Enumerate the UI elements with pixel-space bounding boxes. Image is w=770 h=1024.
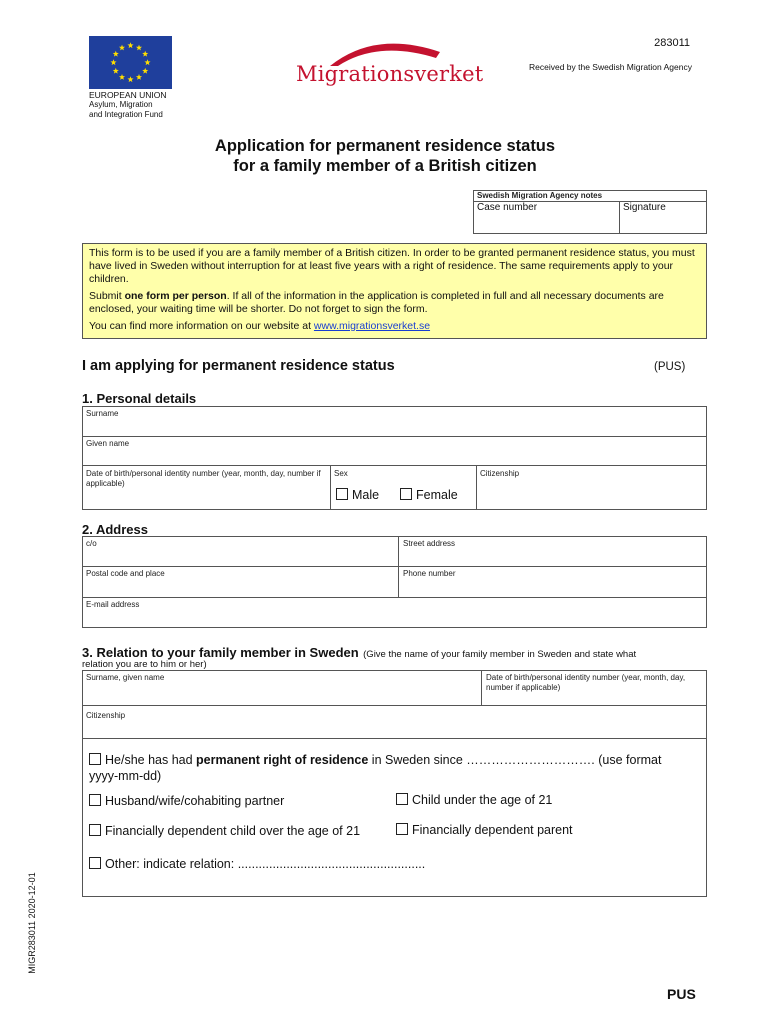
male-checkbox-box[interactable] xyxy=(336,488,348,500)
child-checkbox[interactable]: Child under the age of 21 xyxy=(396,793,552,807)
sex-label: Sex xyxy=(334,469,348,478)
page-title xyxy=(0,136,770,176)
personal-table xyxy=(82,406,707,510)
permanent-right-checkbox[interactable]: He/she has had permanent right of residence in Sweden since …………………………. (use format yyyy-mm-dd) xyxy=(89,753,662,783)
partner-checkbox[interactable]: Husband/wife/cohabiting partner xyxy=(89,794,284,808)
eu-flag-svg xyxy=(89,36,172,89)
phone-field[interactable]: Phone number xyxy=(403,569,456,578)
postal-code-field[interactable]: Postal code and place xyxy=(86,569,165,578)
relation-note-a: (Give the name of your family member in Sweden and state what xyxy=(363,649,637,660)
given-name-field[interactable]: Given name xyxy=(86,439,130,448)
female-checkbox-box[interactable] xyxy=(400,488,412,500)
applying-code: (PUS) xyxy=(654,361,686,373)
male-checkbox[interactable]: Male xyxy=(336,488,379,502)
child-checkbox-box[interactable] xyxy=(396,793,408,805)
eu-line3: and Integration Fund xyxy=(89,110,163,119)
eu-line1: EUROPEAN UNION xyxy=(89,90,167,100)
eu-flag xyxy=(89,36,172,89)
dependent-parent-checkbox[interactable]: Financially dependent parent xyxy=(396,823,573,837)
info-para2: Submit one form per person. If all of the information in the application is completed in full and all necessary documents are enclosed, your waiting time will be shorter. Do not forget to sign the form. xyxy=(89,290,664,315)
agency-logo xyxy=(290,36,484,92)
info-para3: You can find more information on our website at www.migrationsverket.se xyxy=(89,320,431,332)
agency-logo-text: Migrationsverket xyxy=(296,62,484,86)
section-relation-heading: 3. Relation to your family member in Sweden xyxy=(82,645,359,660)
co-field[interactable]: c/o xyxy=(86,539,97,548)
dependent-child-checkbox-box[interactable] xyxy=(89,824,101,836)
eu-label xyxy=(89,90,166,120)
pus-footer-label: PUS xyxy=(667,986,696,1002)
relation-note-b: relation you are to him or her) xyxy=(82,659,207,670)
website-link[interactable]: www.migrationsverket.se xyxy=(313,320,431,332)
section-personal-heading: 1. Personal details xyxy=(82,391,197,406)
agency-notes-heading: Swedish Migration Agency notes xyxy=(477,191,603,200)
title-line1: Application for permanent residence status xyxy=(214,137,556,155)
relation-citizenship-field[interactable]: Citizenship xyxy=(86,711,126,720)
permanent-right-checkbox-box[interactable] xyxy=(89,753,101,765)
address-table xyxy=(82,536,707,628)
title-line2: for a family member of a British citizen xyxy=(233,157,537,175)
info-para1: This form is to be used if you are a family member of a British citizen. In order to be granted permanent residence status, you must have lived in Sweden without interruption for at least five years with a right of residence. The same requirements apply to your children. xyxy=(89,247,695,285)
info-box xyxy=(82,243,707,339)
signature-field[interactable]: Signature xyxy=(623,202,666,213)
section-address-heading: 2. Address xyxy=(82,522,148,537)
received-by-label: Received by the Swedish Migration Agency xyxy=(528,62,692,72)
dependent-child-checkbox[interactable]: Financially dependent child over the age of 21 xyxy=(89,824,360,838)
dependent-parent-checkbox-box[interactable] xyxy=(396,823,408,835)
surname-field[interactable]: Surname xyxy=(86,409,119,418)
dob-field[interactable]: Date of birth/personal identity number (year, month, day, number if applicable) xyxy=(86,469,321,488)
form-number: 283011 xyxy=(654,37,690,49)
female-checkbox[interactable]: Female xyxy=(400,488,458,502)
other-relation-checkbox[interactable]: Other: indicate relation: ...................................................... xyxy=(89,857,425,871)
street-address-field[interactable]: Street address xyxy=(403,539,456,548)
applying-heading: I am applying for permanent residence status xyxy=(82,358,395,374)
email-field[interactable]: E-mail address xyxy=(86,600,140,609)
other-relation-checkbox-box[interactable] xyxy=(89,857,101,869)
eu-line2: Asylum, Migration xyxy=(89,100,153,109)
citizenship-field[interactable]: Citizenship xyxy=(480,469,520,478)
relation-dob-field[interactable]: Date of birth/personal identity number (year, month, day, number if applicable) xyxy=(486,673,686,692)
case-number-field[interactable]: Case number xyxy=(477,202,538,213)
relation-name-field[interactable]: Surname, given name xyxy=(86,673,165,682)
side-form-code: MIGR283011 2020-12-01 xyxy=(27,872,37,974)
partner-checkbox-box[interactable] xyxy=(89,794,101,806)
